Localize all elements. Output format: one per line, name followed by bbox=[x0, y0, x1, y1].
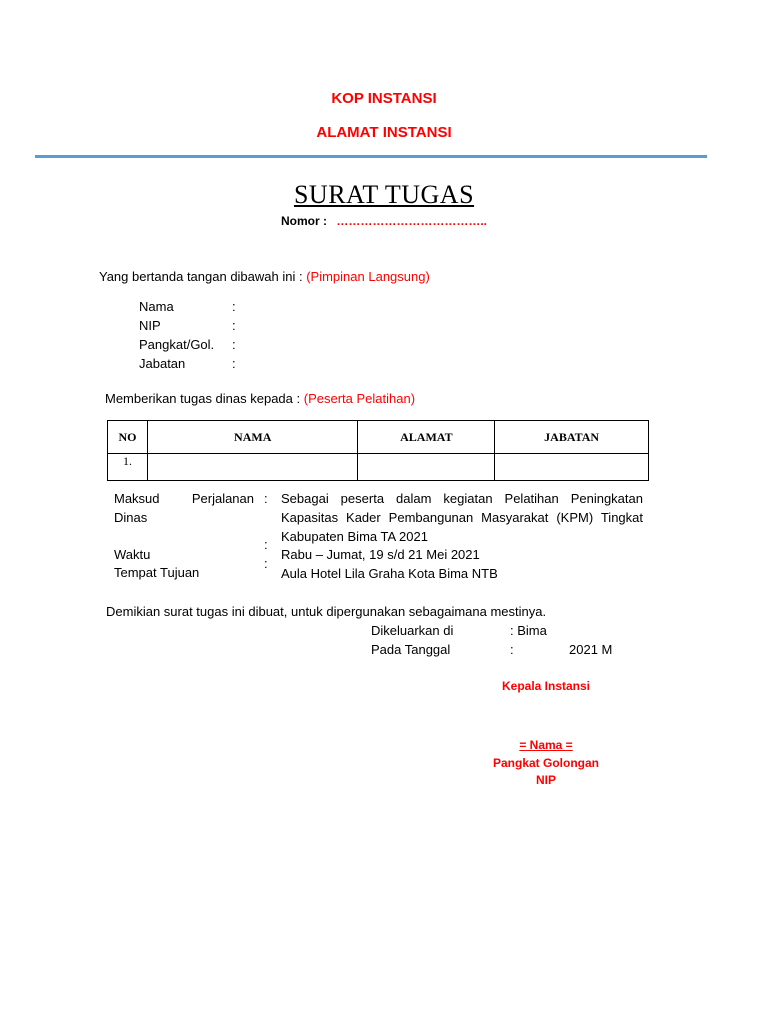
table-header-row bbox=[108, 421, 649, 454]
cell-jabatan bbox=[495, 454, 649, 481]
waktu-label: Waktu bbox=[114, 547, 151, 562]
tempat-value: Aula Hotel Lila Graha Kota Bima NTB bbox=[281, 566, 498, 581]
col-header-alamat: ALAMAT bbox=[358, 421, 495, 454]
participants-table bbox=[107, 420, 649, 481]
signer-rank: Pangkat Golongan bbox=[492, 756, 599, 770]
field-row-nip bbox=[139, 316, 236, 335]
assign-text: Memberikan tugas dinas kepada : bbox=[105, 391, 301, 406]
col-header-no: NO bbox=[108, 421, 148, 454]
field-colon: : bbox=[232, 318, 236, 333]
intro-text: Yang bertanda tangan dibawah ini : bbox=[99, 269, 303, 284]
institution-letterhead: KOP INSTANSI bbox=[331, 90, 437, 107]
tempat-label: Tempat Tujuan bbox=[114, 565, 200, 580]
assign-line bbox=[105, 389, 415, 408]
maksud-value: Sebagai peserta dalam kegiatan Pelatihan Peningkatan Kapasitas Kader Pembangunan Masyarakat (KPM) Tingkat Kabupaten Bima TA 2021 bbox=[281, 491, 643, 544]
field-colon: : bbox=[232, 356, 236, 371]
cell-alamat bbox=[358, 454, 495, 481]
closing-statement: Demikian surat tugas ini dibuat, untuk dipergunakan sebagaimana mestinya. bbox=[106, 604, 547, 619]
nomor-placeholder: ……………………………….. bbox=[336, 214, 487, 228]
document-title: SURAT TUGAS bbox=[293, 180, 475, 209]
waktu-value: Rabu – Jumat, 19 s/d 21 Mei 2021 bbox=[281, 547, 480, 562]
issued-date-label: Pada Tanggal bbox=[371, 642, 451, 657]
field-label: NIP bbox=[139, 318, 161, 333]
cell-no: 1. bbox=[108, 454, 148, 481]
maksud-colon: : bbox=[264, 491, 268, 506]
col-header-nama: NAMA bbox=[147, 421, 358, 454]
field-colon: : bbox=[232, 299, 236, 314]
header-divider bbox=[35, 155, 707, 158]
intro-note: (Pimpinan Langsung) bbox=[306, 269, 430, 284]
signer-fields bbox=[139, 297, 236, 373]
col-header-jabatan: JABATAN bbox=[495, 421, 649, 454]
tempat-colon: : bbox=[264, 556, 268, 571]
issued-place-value: : Bima bbox=[510, 623, 547, 638]
field-row-jabatan bbox=[139, 354, 236, 373]
signer-name: = Nama = bbox=[519, 738, 573, 752]
issued-date-value: 2021 M bbox=[569, 642, 613, 657]
waktu-colon: : bbox=[264, 537, 268, 552]
signer-nip: NIP bbox=[535, 773, 556, 787]
intro-line bbox=[99, 267, 430, 286]
maksud-label-word3: Dinas bbox=[114, 510, 148, 525]
nomor-label: Nomor : bbox=[280, 214, 327, 228]
cell-nama bbox=[147, 454, 358, 481]
maksud-label-word1: Maksud bbox=[114, 491, 160, 506]
table-row bbox=[108, 454, 649, 481]
field-colon: : bbox=[232, 337, 236, 352]
field-label: Jabatan bbox=[139, 356, 186, 371]
field-row-pangkat bbox=[139, 335, 236, 354]
assign-note: (Peserta Pelatihan) bbox=[303, 391, 416, 406]
document-number bbox=[0, 214, 768, 228]
field-row-nama bbox=[139, 297, 236, 316]
maksud-label bbox=[114, 489, 254, 527]
field-label: Pangkat/Gol. bbox=[139, 337, 215, 352]
signer-role: Kepala Instansi bbox=[501, 679, 591, 693]
issued-place-label: Dikeluarkan di bbox=[371, 623, 454, 638]
maksud-label-word2: Perjalanan bbox=[191, 491, 254, 506]
issued-date-colon: : bbox=[510, 642, 514, 657]
field-label: Nama bbox=[139, 299, 174, 314]
institution-address: ALAMAT INSTANSI bbox=[316, 124, 452, 141]
